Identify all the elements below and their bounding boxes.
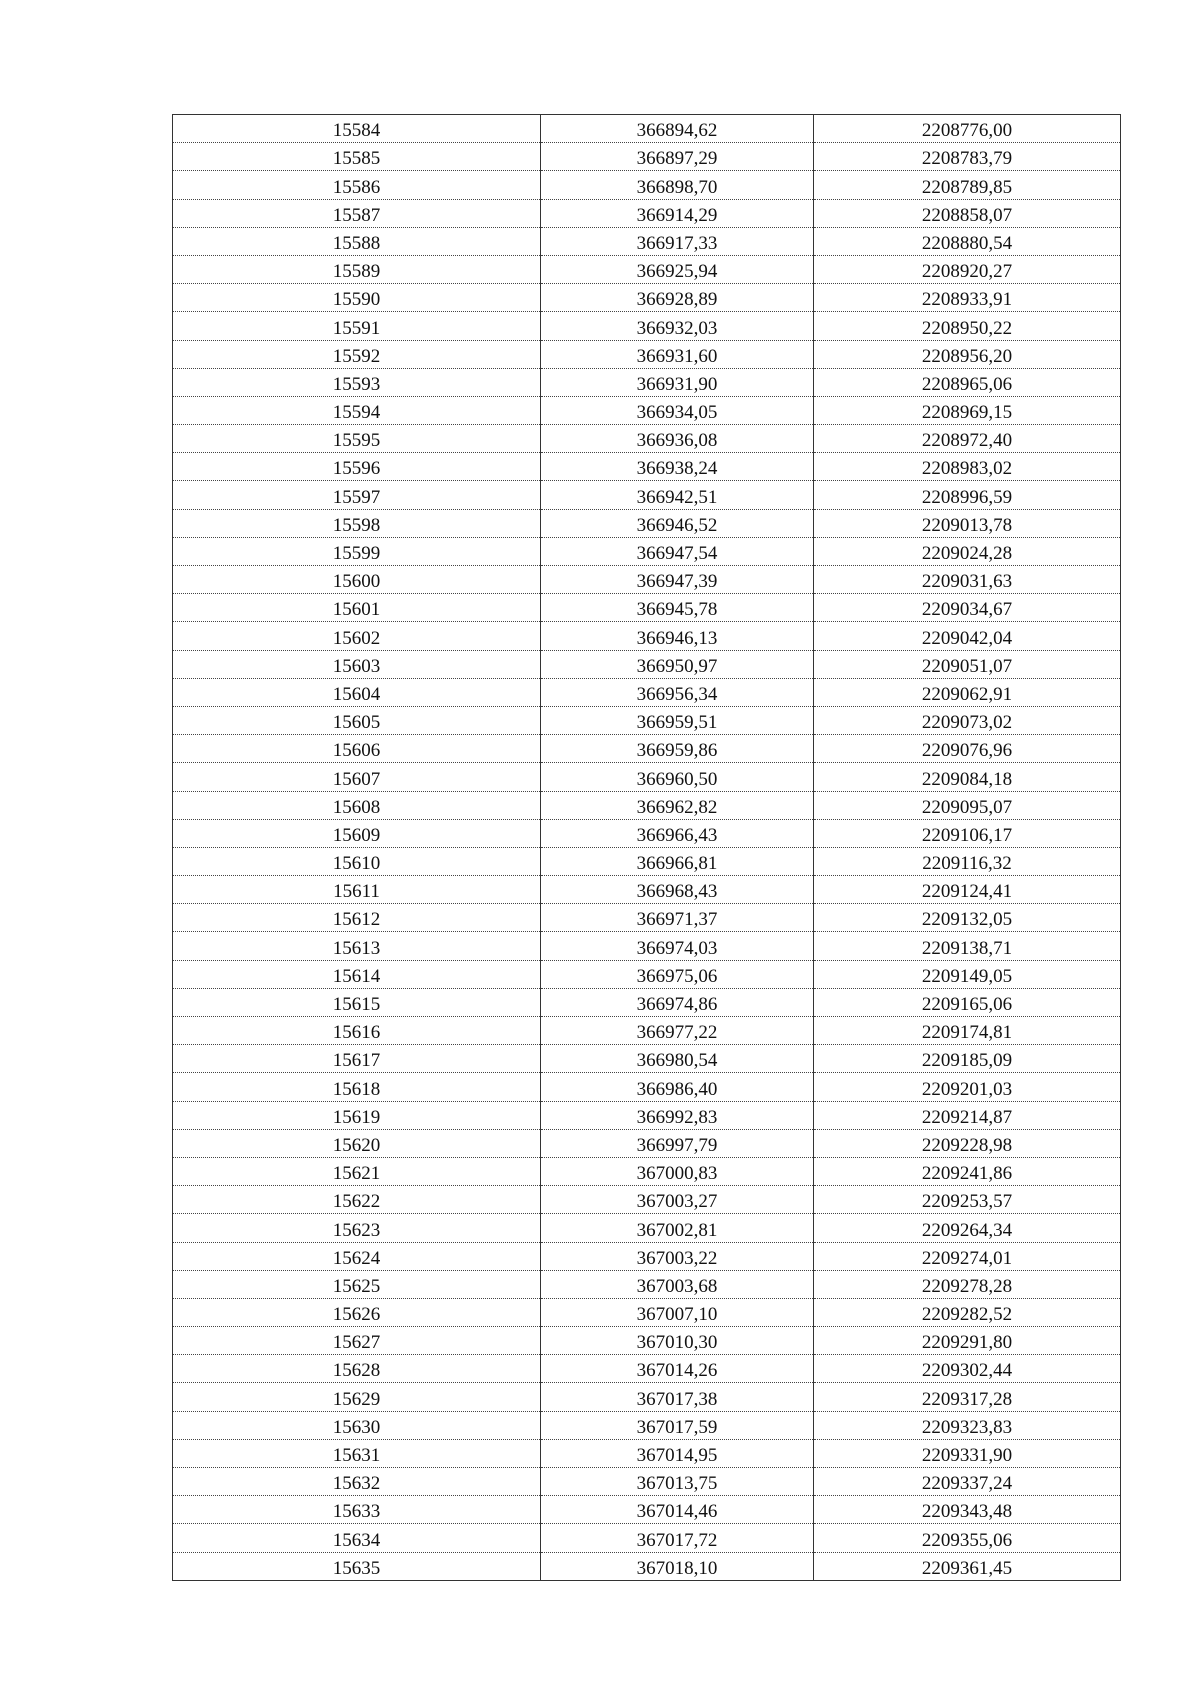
y-coordinate-cell: 2209317,28 — [814, 1383, 1121, 1411]
table-row — [173, 1496, 1121, 1524]
table-row — [173, 1270, 1121, 1298]
x-coordinate-cell: 366974,03 — [541, 932, 814, 960]
table-row — [173, 763, 1121, 791]
y-coordinate-cell: 2209291,80 — [814, 1327, 1121, 1355]
x-coordinate-cell: 366997,79 — [541, 1129, 814, 1157]
table-row — [173, 1073, 1121, 1101]
x-coordinate-cell: 366945,78 — [541, 594, 814, 622]
x-coordinate-cell: 366974,86 — [541, 988, 814, 1016]
table-row — [173, 425, 1121, 453]
x-coordinate-cell: 367010,30 — [541, 1327, 814, 1355]
x-coordinate-cell: 366980,54 — [541, 1045, 814, 1073]
point-number-cell: 15590 — [173, 284, 541, 312]
table-row — [173, 735, 1121, 763]
point-number-cell: 15586 — [173, 171, 541, 199]
y-coordinate-cell: 2209024,28 — [814, 537, 1121, 565]
x-coordinate-cell: 366936,08 — [541, 425, 814, 453]
x-coordinate-cell: 366934,05 — [541, 396, 814, 424]
point-number-cell: 15603 — [173, 650, 541, 678]
point-number-cell: 15584 — [173, 115, 541, 143]
point-number-cell: 15635 — [173, 1552, 541, 1580]
table-row — [173, 1242, 1121, 1270]
x-coordinate-cell: 366959,86 — [541, 735, 814, 763]
y-coordinate-cell: 2209302,44 — [814, 1355, 1121, 1383]
y-coordinate-cell: 2209174,81 — [814, 1017, 1121, 1045]
y-coordinate-cell: 2208996,59 — [814, 481, 1121, 509]
y-coordinate-cell: 2209132,05 — [814, 904, 1121, 932]
y-coordinate-cell: 2208950,22 — [814, 312, 1121, 340]
table-row — [173, 1327, 1121, 1355]
point-number-cell: 15626 — [173, 1298, 541, 1326]
point-number-cell: 15612 — [173, 904, 541, 932]
y-coordinate-cell: 2209201,03 — [814, 1073, 1121, 1101]
y-coordinate-cell: 2209278,28 — [814, 1270, 1121, 1298]
y-coordinate-cell: 2208969,15 — [814, 396, 1121, 424]
y-coordinate-cell: 2208965,06 — [814, 368, 1121, 396]
table-row — [173, 1552, 1121, 1580]
point-number-cell: 15589 — [173, 255, 541, 283]
y-coordinate-cell: 2209076,96 — [814, 735, 1121, 763]
y-coordinate-cell: 2209095,07 — [814, 791, 1121, 819]
x-coordinate-cell: 367013,75 — [541, 1468, 814, 1496]
x-coordinate-cell: 366975,06 — [541, 960, 814, 988]
y-coordinate-cell: 2209116,32 — [814, 847, 1121, 875]
table-row — [173, 1186, 1121, 1214]
point-number-cell: 15594 — [173, 396, 541, 424]
x-coordinate-cell: 366917,33 — [541, 227, 814, 255]
x-coordinate-cell: 366931,90 — [541, 368, 814, 396]
table-row — [173, 143, 1121, 171]
point-number-cell: 15614 — [173, 960, 541, 988]
table-row — [173, 594, 1121, 622]
y-coordinate-cell: 2209031,63 — [814, 566, 1121, 594]
table-row — [173, 1157, 1121, 1185]
x-coordinate-cell: 366946,13 — [541, 622, 814, 650]
point-number-cell: 15605 — [173, 706, 541, 734]
y-coordinate-cell: 2209013,78 — [814, 509, 1121, 537]
table-row — [173, 650, 1121, 678]
y-coordinate-cell: 2209264,34 — [814, 1214, 1121, 1242]
point-number-cell: 15632 — [173, 1468, 541, 1496]
point-number-cell: 15599 — [173, 537, 541, 565]
table-row — [173, 312, 1121, 340]
x-coordinate-cell: 367014,95 — [541, 1439, 814, 1467]
point-number-cell: 15585 — [173, 143, 541, 171]
point-number-cell: 15621 — [173, 1157, 541, 1185]
table-row — [173, 791, 1121, 819]
table-row — [173, 537, 1121, 565]
x-coordinate-cell: 366992,83 — [541, 1101, 814, 1129]
x-coordinate-cell: 366950,97 — [541, 650, 814, 678]
x-coordinate-cell: 366959,51 — [541, 706, 814, 734]
y-coordinate-cell: 2209343,48 — [814, 1496, 1121, 1524]
x-coordinate-cell: 366960,50 — [541, 763, 814, 791]
table-row — [173, 481, 1121, 509]
x-coordinate-cell: 366925,94 — [541, 255, 814, 283]
point-number-cell: 15606 — [173, 735, 541, 763]
point-number-cell: 15588 — [173, 227, 541, 255]
x-coordinate-cell: 366971,37 — [541, 904, 814, 932]
y-coordinate-cell: 2209331,90 — [814, 1439, 1121, 1467]
y-coordinate-cell: 2209149,05 — [814, 960, 1121, 988]
point-number-cell: 15595 — [173, 425, 541, 453]
point-number-cell: 15616 — [173, 1017, 541, 1045]
point-number-cell: 15608 — [173, 791, 541, 819]
y-coordinate-cell: 2209282,52 — [814, 1298, 1121, 1326]
y-coordinate-cell: 2209084,18 — [814, 763, 1121, 791]
table-row — [173, 1298, 1121, 1326]
table-row — [173, 1524, 1121, 1552]
table-row — [173, 819, 1121, 847]
y-coordinate-cell: 2208933,91 — [814, 284, 1121, 312]
point-number-cell: 15604 — [173, 678, 541, 706]
x-coordinate-cell: 367017,72 — [541, 1524, 814, 1552]
x-coordinate-cell: 366894,62 — [541, 115, 814, 143]
coordinates-table-body — [173, 115, 1121, 1581]
table-row — [173, 1101, 1121, 1129]
point-number-cell: 15609 — [173, 819, 541, 847]
point-number-cell: 15611 — [173, 876, 541, 904]
point-number-cell: 15631 — [173, 1439, 541, 1467]
table-row — [173, 1439, 1121, 1467]
table-row — [173, 1017, 1121, 1045]
x-coordinate-cell: 366977,22 — [541, 1017, 814, 1045]
table-row — [173, 199, 1121, 227]
y-coordinate-cell: 2208858,07 — [814, 199, 1121, 227]
x-coordinate-cell: 366986,40 — [541, 1073, 814, 1101]
point-number-cell: 15630 — [173, 1411, 541, 1439]
table-row — [173, 932, 1121, 960]
point-number-cell: 15618 — [173, 1073, 541, 1101]
table-row — [173, 1355, 1121, 1383]
table-row — [173, 1045, 1121, 1073]
y-coordinate-cell: 2209062,91 — [814, 678, 1121, 706]
x-coordinate-cell: 367002,81 — [541, 1214, 814, 1242]
coordinates-table — [172, 114, 1121, 1581]
x-coordinate-cell: 367007,10 — [541, 1298, 814, 1326]
point-number-cell: 15597 — [173, 481, 541, 509]
point-number-cell: 15610 — [173, 847, 541, 875]
x-coordinate-cell: 366962,82 — [541, 791, 814, 819]
x-coordinate-cell: 367017,38 — [541, 1383, 814, 1411]
table-row — [173, 566, 1121, 594]
point-number-cell: 15617 — [173, 1045, 541, 1073]
y-coordinate-cell: 2209051,07 — [814, 650, 1121, 678]
point-number-cell: 15591 — [173, 312, 541, 340]
point-number-cell: 15627 — [173, 1327, 541, 1355]
y-coordinate-cell: 2208783,79 — [814, 143, 1121, 171]
table-row — [173, 340, 1121, 368]
point-number-cell: 15628 — [173, 1355, 541, 1383]
y-coordinate-cell: 2209138,71 — [814, 932, 1121, 960]
y-coordinate-cell: 2209274,01 — [814, 1242, 1121, 1270]
y-coordinate-cell: 2209165,06 — [814, 988, 1121, 1016]
table-row — [173, 876, 1121, 904]
y-coordinate-cell: 2209185,09 — [814, 1045, 1121, 1073]
table-row — [173, 509, 1121, 537]
point-number-cell: 15624 — [173, 1242, 541, 1270]
x-coordinate-cell: 367003,68 — [541, 1270, 814, 1298]
y-coordinate-cell: 2208789,85 — [814, 171, 1121, 199]
point-number-cell: 15625 — [173, 1270, 541, 1298]
point-number-cell: 15633 — [173, 1496, 541, 1524]
table-row — [173, 284, 1121, 312]
y-coordinate-cell: 2209124,41 — [814, 876, 1121, 904]
y-coordinate-cell: 2209337,24 — [814, 1468, 1121, 1496]
x-coordinate-cell: 367018,10 — [541, 1552, 814, 1580]
table-row — [173, 453, 1121, 481]
y-coordinate-cell: 2208880,54 — [814, 227, 1121, 255]
y-coordinate-cell: 2208983,02 — [814, 453, 1121, 481]
point-number-cell: 15615 — [173, 988, 541, 1016]
x-coordinate-cell: 366947,54 — [541, 537, 814, 565]
y-coordinate-cell: 2208920,27 — [814, 255, 1121, 283]
point-number-cell: 15602 — [173, 622, 541, 650]
table-row — [173, 678, 1121, 706]
point-number-cell: 15623 — [173, 1214, 541, 1242]
y-coordinate-cell: 2209034,67 — [814, 594, 1121, 622]
y-coordinate-cell: 2209361,45 — [814, 1552, 1121, 1580]
table-row — [173, 368, 1121, 396]
point-number-cell: 15634 — [173, 1524, 541, 1552]
table-row — [173, 255, 1121, 283]
x-coordinate-cell: 367017,59 — [541, 1411, 814, 1439]
table-row — [173, 1468, 1121, 1496]
y-coordinate-cell: 2209355,06 — [814, 1524, 1121, 1552]
point-number-cell: 15592 — [173, 340, 541, 368]
table-row — [173, 706, 1121, 734]
y-coordinate-cell: 2209073,02 — [814, 706, 1121, 734]
point-number-cell: 15600 — [173, 566, 541, 594]
table-row — [173, 1383, 1121, 1411]
y-coordinate-cell: 2208776,00 — [814, 115, 1121, 143]
x-coordinate-cell: 367014,46 — [541, 1496, 814, 1524]
point-number-cell: 15619 — [173, 1101, 541, 1129]
table-row — [173, 622, 1121, 650]
y-coordinate-cell: 2209214,87 — [814, 1101, 1121, 1129]
table-row — [173, 988, 1121, 1016]
table-row — [173, 1214, 1121, 1242]
point-number-cell: 15587 — [173, 199, 541, 227]
y-coordinate-cell: 2209241,86 — [814, 1157, 1121, 1185]
point-number-cell: 15593 — [173, 368, 541, 396]
point-number-cell: 15613 — [173, 932, 541, 960]
x-coordinate-cell: 366914,29 — [541, 199, 814, 227]
table-row — [173, 1411, 1121, 1439]
y-coordinate-cell: 2209228,98 — [814, 1129, 1121, 1157]
x-coordinate-cell: 366968,43 — [541, 876, 814, 904]
table-row — [173, 227, 1121, 255]
y-coordinate-cell: 2209042,04 — [814, 622, 1121, 650]
x-coordinate-cell: 367003,27 — [541, 1186, 814, 1214]
point-number-cell: 15601 — [173, 594, 541, 622]
x-coordinate-cell: 366947,39 — [541, 566, 814, 594]
x-coordinate-cell: 367014,26 — [541, 1355, 814, 1383]
x-coordinate-cell: 366938,24 — [541, 453, 814, 481]
y-coordinate-cell: 2209323,83 — [814, 1411, 1121, 1439]
x-coordinate-cell: 366897,29 — [541, 143, 814, 171]
table-row — [173, 847, 1121, 875]
table-row — [173, 1129, 1121, 1157]
table-row — [173, 171, 1121, 199]
y-coordinate-cell: 2208956,20 — [814, 340, 1121, 368]
x-coordinate-cell: 366956,34 — [541, 678, 814, 706]
y-coordinate-cell: 2209106,17 — [814, 819, 1121, 847]
x-coordinate-cell: 366946,52 — [541, 509, 814, 537]
point-number-cell: 15622 — [173, 1186, 541, 1214]
x-coordinate-cell: 366928,89 — [541, 284, 814, 312]
x-coordinate-cell: 366898,70 — [541, 171, 814, 199]
point-number-cell: 15620 — [173, 1129, 541, 1157]
x-coordinate-cell: 366942,51 — [541, 481, 814, 509]
point-number-cell: 15596 — [173, 453, 541, 481]
x-coordinate-cell: 367003,22 — [541, 1242, 814, 1270]
y-coordinate-cell: 2209253,57 — [814, 1186, 1121, 1214]
x-coordinate-cell: 366932,03 — [541, 312, 814, 340]
point-number-cell: 15598 — [173, 509, 541, 537]
point-number-cell: 15607 — [173, 763, 541, 791]
table-row — [173, 115, 1121, 143]
x-coordinate-cell: 366966,43 — [541, 819, 814, 847]
x-coordinate-cell: 366931,60 — [541, 340, 814, 368]
point-number-cell: 15629 — [173, 1383, 541, 1411]
table-row — [173, 960, 1121, 988]
table-row — [173, 396, 1121, 424]
x-coordinate-cell: 367000,83 — [541, 1157, 814, 1185]
table-row — [173, 904, 1121, 932]
y-coordinate-cell: 2208972,40 — [814, 425, 1121, 453]
x-coordinate-cell: 366966,81 — [541, 847, 814, 875]
